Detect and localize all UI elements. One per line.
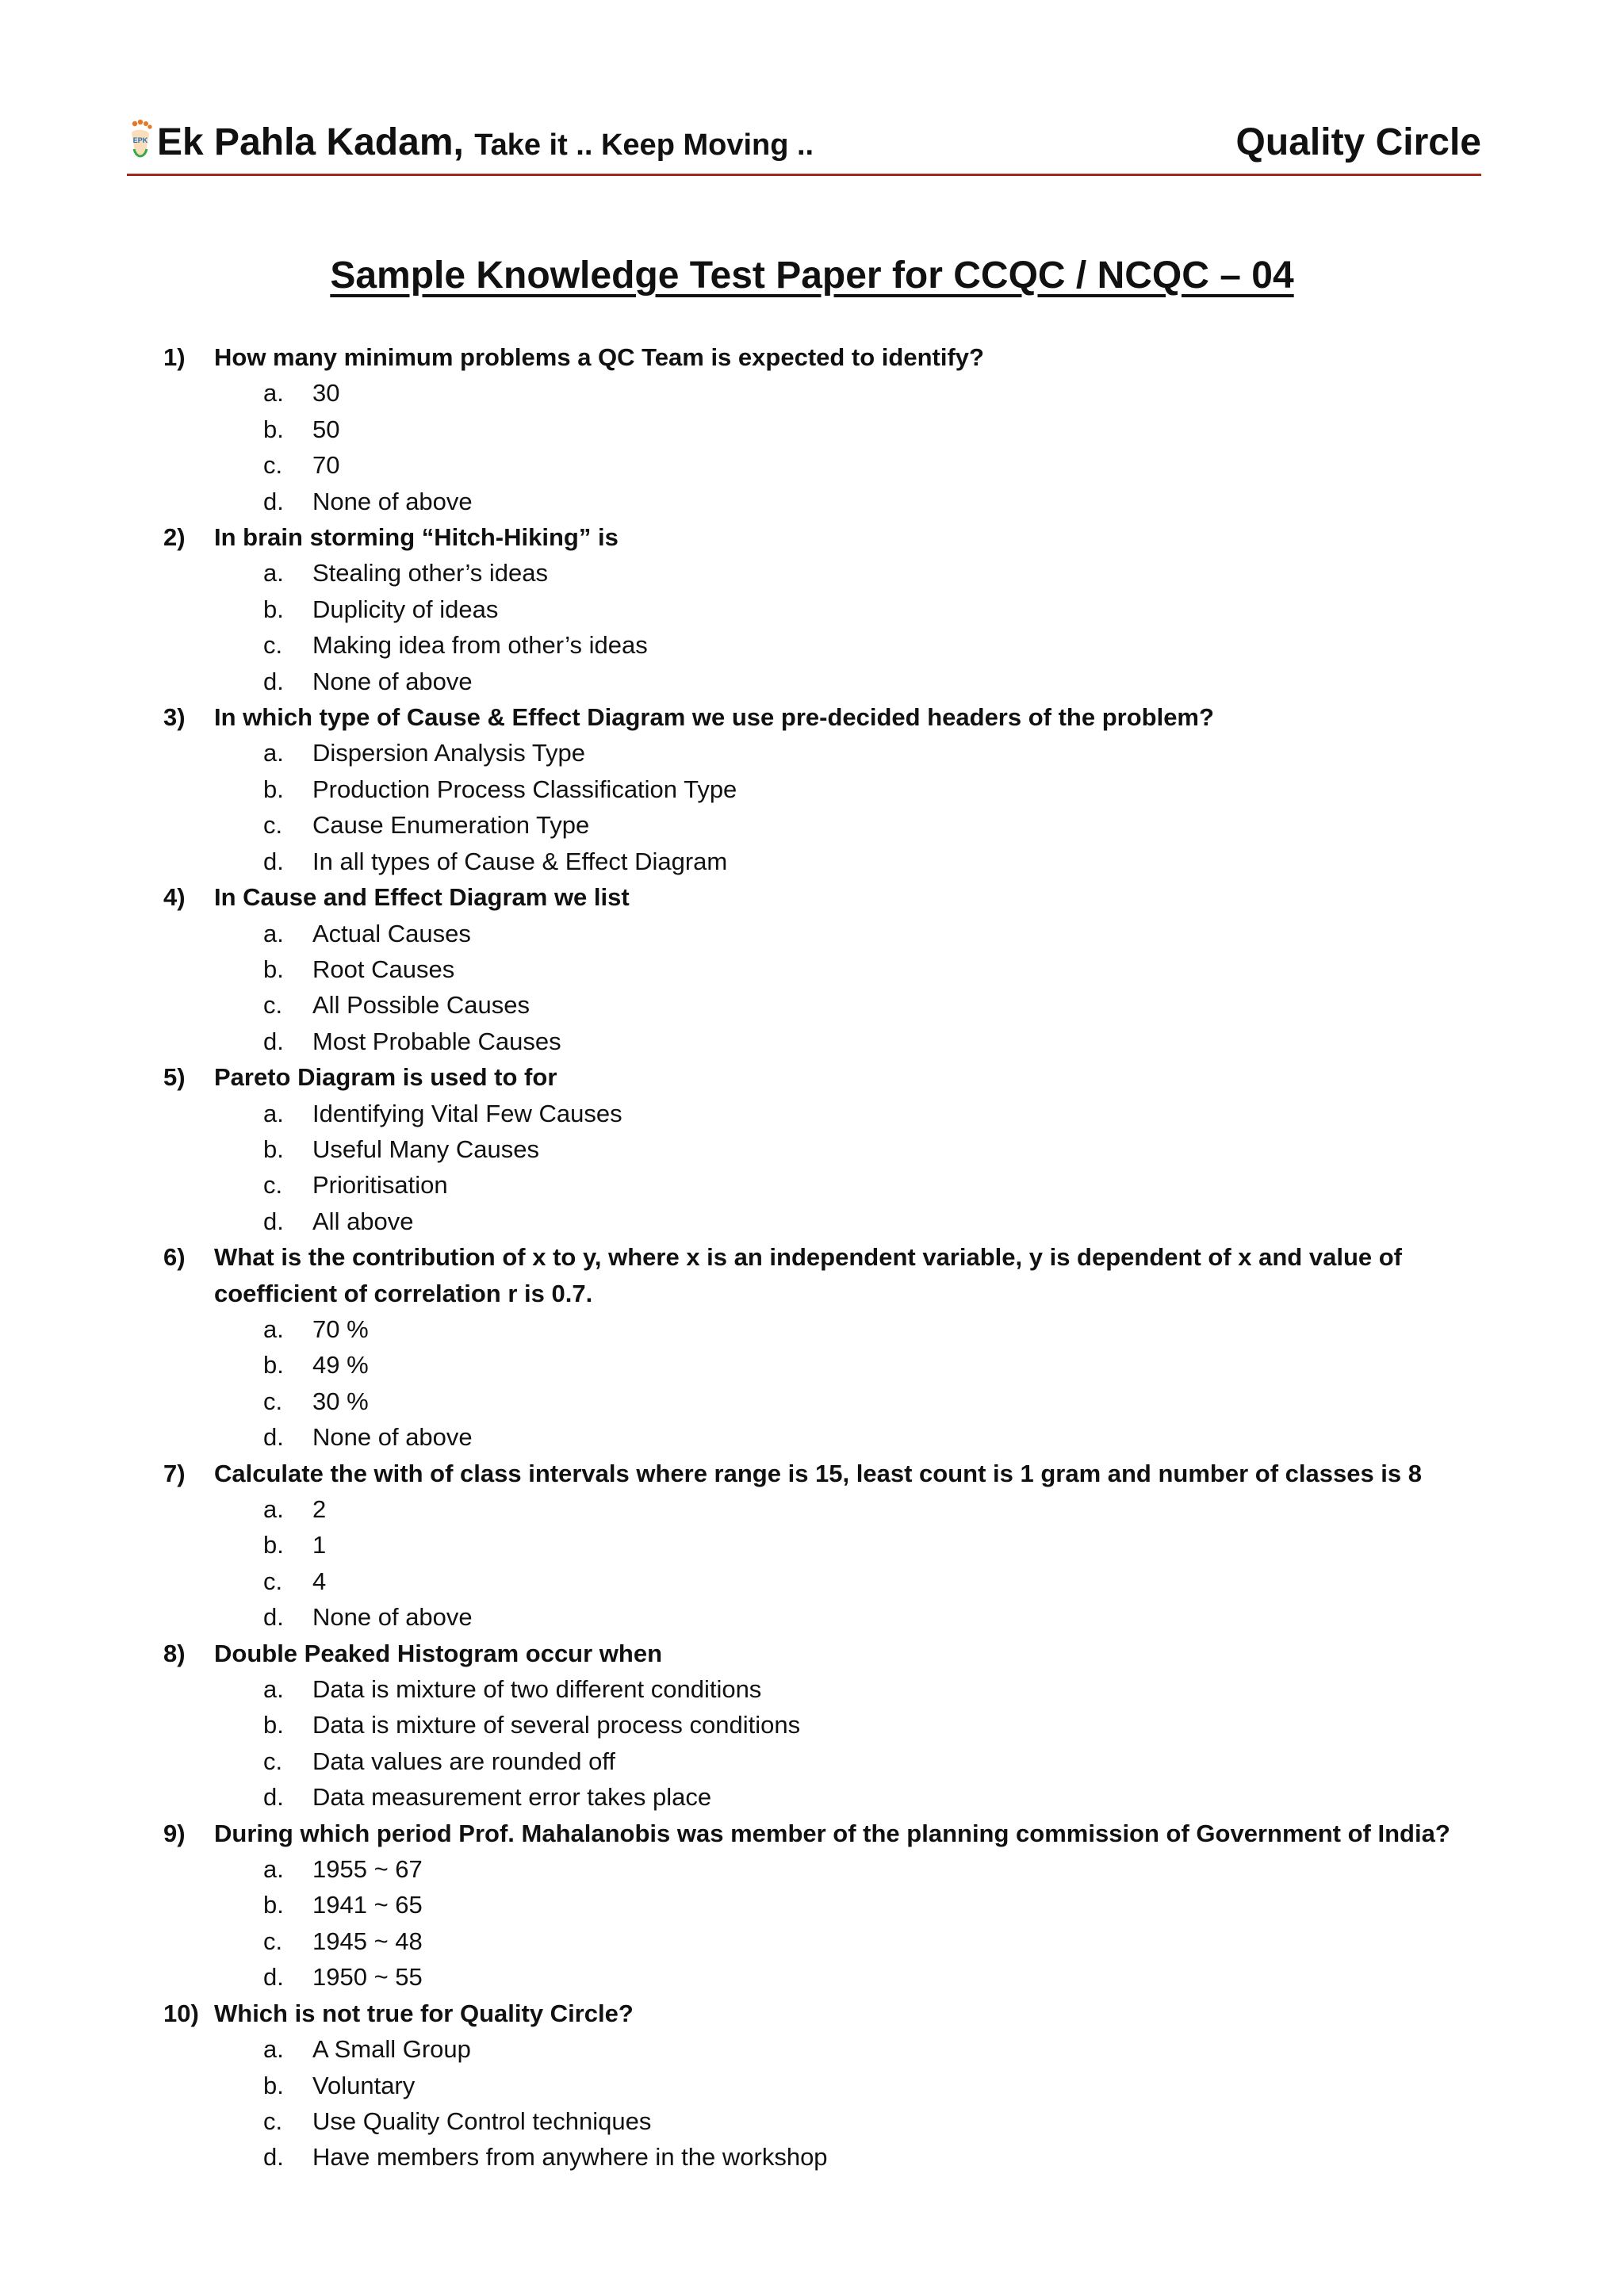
brand-text: Ek Pahla Kadam, [157,121,464,163]
question-item [163,879,1511,1059]
option-list [163,2031,1511,2175]
question-item [163,1816,1511,1996]
option-letter: b. [263,1891,284,1919]
option-text: None of above [312,487,473,515]
option-letter: c. [263,451,283,480]
header-right-title: Quality Circle [1235,121,1481,163]
option-letter: a. [263,1099,284,1127]
option-text: Dispersion Analysis Type [312,739,586,767]
answer-option [163,916,1511,951]
answer-option [163,555,1511,591]
answer-option [163,1383,1511,1419]
option-list [163,916,1511,1060]
answer-option [163,1167,1511,1203]
option-text: 1945 ~ 48 [312,1927,423,1955]
option-list [163,1491,1511,1636]
option-letter: c. [263,1927,283,1955]
option-letter: a. [263,379,284,408]
option-text: 4 [312,1567,327,1595]
option-list [163,1096,1511,1240]
option-text: 2 [312,1495,327,1523]
answer-option [163,1707,1511,1743]
option-text: None of above [312,1603,473,1632]
answer-option [163,375,1511,411]
question-item [163,1239,1511,1455]
option-text: Production Process Classification Type [312,775,737,803]
answer-option [163,1599,1511,1635]
option-text: Identifying Vital Few Causes [312,1099,622,1127]
option-text: Data values are rounded off [312,1747,616,1775]
option-text: Data is mixture of several process conditions [312,1711,801,1739]
question-item [163,699,1511,879]
answer-option [163,2068,1511,2103]
option-text: 49 % [312,1351,369,1380]
option-letter: d. [263,1783,284,1812]
answer-option [163,1563,1511,1599]
option-text: 30 [312,379,340,408]
question-number: 2) [163,523,186,552]
question-list [163,339,1511,2175]
answer-option [163,1887,1511,1923]
option-letter: c. [263,1171,283,1200]
option-text: All above [312,1207,414,1235]
question-label: What is the contribution of x to y, where x is an independent variable, y is dependent of x and value of coefficient of correlation r is 0.7. [214,1243,1402,1307]
option-text: Have members from anywhere in the workshop [312,2143,828,2172]
option-text: Prioritisation [312,1171,448,1200]
answer-option [163,1743,1511,1779]
option-text: 1950 ~ 55 [312,1963,423,1992]
answer-option [163,1959,1511,1995]
answer-option [163,1491,1511,1527]
option-letter: d. [263,2143,284,2172]
answer-option [163,664,1511,699]
option-letter: c. [263,1747,283,1775]
question-label: How many minimum problems a QC Team is expected to identify? [214,343,984,371]
question-number: 9) [163,1819,186,1847]
option-letter: d. [263,1207,284,1235]
option-text: Most Probable Causes [312,1027,561,1055]
answer-option [163,1527,1511,1563]
brand-name [157,119,814,169]
question-text [163,1456,1511,1491]
answer-option [163,484,1511,519]
option-letter: b. [263,1135,284,1163]
option-list [163,1671,1511,1816]
option-text: Making idea from other’s ideas [312,631,648,660]
footprint-logo-icon [127,119,154,165]
question-label: Which is not true for Quality Circle? [214,1999,634,2027]
option-letter: b. [263,595,284,623]
option-letter: d. [263,1603,284,1632]
answer-option [163,1419,1511,1455]
question-text [163,1816,1511,1851]
header-divider [127,174,1481,176]
option-text: 50 [312,415,340,443]
option-text: Data measurement error takes place [312,1783,712,1812]
option-letter: c. [263,631,283,660]
answer-option [163,1671,1511,1707]
question-text [163,1059,1511,1095]
option-text: Cause Enumeration Type [312,811,590,840]
option-text: None of above [312,667,473,695]
page-title: Sample Knowledge Test Paper for CCQC / NCQC – 04 [330,254,1294,297]
question-label: In which type of Cause & Effect Diagram we use pre-decided headers of the problem? [214,703,1214,732]
answer-option [163,951,1511,987]
option-letter: c. [263,2107,283,2135]
question-item [163,519,1511,699]
option-text: 30 % [312,1387,369,1415]
option-letter: b. [263,415,284,443]
question-label: Calculate the with of class intervals where range is 15, least count is 1 gram and number of classes is 8 [214,1459,1423,1487]
option-text: A Small Group [312,2035,471,2064]
question-number: 8) [163,1639,186,1667]
answer-option [163,1779,1511,1815]
question-label: In Cause and Effect Diagram we list [214,883,630,912]
option-letter: d. [263,1963,284,1992]
option-text: In all types of Cause & Effect Diagram [312,847,728,875]
question-number: 6) [163,1243,186,1272]
option-text: Voluntary [312,2071,416,2099]
answer-option [163,735,1511,771]
option-text: 1955 ~ 67 [312,1855,423,1884]
option-letter: d. [263,1027,284,1055]
answer-option [163,1347,1511,1383]
answer-option [163,447,1511,483]
tagline: Take it .. Keep Moving .. [474,128,814,162]
option-letter: a. [263,739,284,767]
answer-option [163,2103,1511,2139]
option-letter: c. [263,1567,283,1595]
question-number: 3) [163,703,186,732]
question-label: In brain storming “Hitch-Hiking” is [214,523,619,552]
option-letter: d. [263,1423,284,1452]
question-item [163,1996,1511,2175]
option-text: 70 % [312,1314,369,1343]
question-label: Double Peaked Histogram occur when [214,1639,663,1667]
answer-option [163,1923,1511,1959]
question-number: 7) [163,1459,186,1487]
option-text: Useful Many Causes [312,1135,540,1163]
option-text: None of above [312,1423,473,1452]
question-text [163,519,1511,555]
option-text: Use Quality Control techniques [312,2107,652,2135]
option-letter: a. [263,2035,284,2064]
page-header [127,111,1481,176]
option-letter: b. [263,1531,284,1559]
option-letter: d. [263,667,284,695]
option-text: 70 [312,451,340,480]
answer-option [163,2031,1511,2067]
option-letter: b. [263,775,284,803]
option-letter: d. [263,847,284,875]
question-label: During which period Prof. Mahalanobis was member of the planning commission of Government of India? [214,1819,1450,1847]
answer-option [163,987,1511,1023]
answer-option [163,807,1511,843]
option-letter: d. [263,487,284,515]
option-letter: b. [263,1711,284,1739]
option-text: 1941 ~ 65 [312,1891,423,1919]
option-text: Stealing other’s ideas [312,559,548,587]
question-number: 4) [163,883,186,912]
answer-option [163,591,1511,627]
option-text: Data is mixture of two different conditions [312,1675,762,1704]
option-text: 1 [312,1531,327,1559]
answer-option [163,2139,1511,2175]
question-text [163,1636,1511,1671]
option-list [163,1851,1511,1996]
option-letter: c. [263,991,283,1020]
option-letter: c. [263,811,283,840]
option-letter: a. [263,919,284,947]
question-text [163,1996,1511,2031]
option-list [163,555,1511,699]
option-letter: a. [263,559,284,587]
option-letter: a. [263,1314,284,1343]
question-number: 10) [163,1999,199,2027]
option-letter: b. [263,955,284,983]
answer-option [163,1851,1511,1887]
question-item [163,339,1511,519]
question-text [163,1239,1511,1311]
logo-text: EPK [132,136,148,144]
option-letter: b. [263,2071,284,2099]
answer-option [163,411,1511,447]
question-item [163,1456,1511,1636]
option-list [163,735,1511,879]
option-list [163,1311,1511,1456]
option-text: Actual Causes [312,919,471,947]
question-number: 5) [163,1063,186,1092]
option-text: Duplicity of ideas [312,595,499,623]
option-letter: c. [263,1387,283,1415]
option-letter: b. [263,1351,284,1380]
question-number: 1) [163,343,186,371]
question-item [163,1636,1511,1816]
answer-option [163,1096,1511,1131]
answer-option [163,1131,1511,1167]
option-text: All Possible Causes [312,991,530,1020]
answer-option [163,1203,1511,1239]
answer-option [163,1024,1511,1059]
question-text [163,339,1511,375]
answer-option [163,771,1511,807]
option-letter: a. [263,1675,284,1704]
answer-option [163,1311,1511,1347]
question-item [163,1059,1511,1239]
option-letter: a. [263,1495,284,1523]
option-letter: a. [263,1855,284,1884]
answer-option [163,844,1511,879]
answer-option [163,627,1511,663]
option-list [163,375,1511,519]
option-text: Root Causes [312,955,455,983]
question-text [163,879,1511,915]
question-label: Pareto Diagram is used to for [214,1063,557,1092]
question-text [163,699,1511,735]
